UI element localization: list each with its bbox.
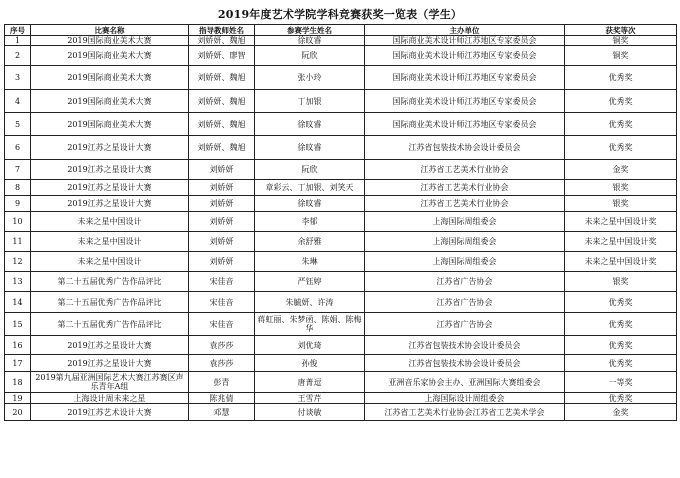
- header-competition: 比赛名称: [31, 25, 189, 36]
- cell-teacher: 刘娇妍、廖智: [189, 46, 255, 66]
- cell-competition: 2019江苏之星设计大赛: [31, 336, 189, 355]
- cell-award: 优秀奖: [565, 90, 677, 113]
- table-header: [5, 25, 677, 36]
- table-row: [5, 252, 677, 272]
- cell-student: 朱毓妍、许涛: [255, 292, 365, 313]
- cell-no: 16: [5, 336, 31, 355]
- cell-organizer: 国际商业美术设计师江苏地区专家委员会: [365, 66, 565, 90]
- cell-award: 金奖: [565, 160, 677, 180]
- cell-no: 14: [5, 292, 31, 313]
- cell-award: 优秀奖: [565, 313, 677, 336]
- cell-award: 铜奖: [565, 36, 677, 46]
- cell-award: 银奖: [565, 196, 677, 212]
- cell-no: 9: [5, 196, 31, 212]
- table-row: [5, 36, 677, 46]
- table-row: [5, 313, 677, 336]
- cell-award: 银奖: [565, 180, 677, 196]
- cell-teacher: 刘娇妍: [189, 212, 255, 232]
- cell-competition: 2019江苏之星设计大赛: [31, 136, 189, 160]
- table-row: [5, 292, 677, 313]
- cell-student: 阮欣: [255, 160, 365, 180]
- cell-competition: 2019江苏之星设计大赛: [31, 160, 189, 180]
- cell-competition: 上海设计周未来之星: [31, 393, 189, 404]
- table-row: [5, 393, 677, 404]
- cell-organizer: 江苏省包装技术协会设计委员会: [365, 336, 565, 355]
- table-row: [5, 232, 677, 252]
- table-row: [5, 404, 677, 421]
- cell-teacher: 宋佳音: [189, 272, 255, 292]
- awards-table: [4, 24, 677, 421]
- cell-teacher: 邓慧: [189, 404, 255, 421]
- cell-organizer: 江苏省工艺美术行业协会: [365, 196, 565, 212]
- cell-competition: 第二十五届优秀广告作品评比: [31, 313, 189, 336]
- table-row: [5, 196, 677, 212]
- cell-competition: 2019江苏之星设计大赛: [31, 196, 189, 212]
- cell-no: 15: [5, 313, 31, 336]
- cell-competition: 2019国际商业美术大赛: [31, 46, 189, 66]
- header-organizer: 主办单位: [365, 25, 565, 36]
- cell-organizer: 国际商业美术设计师江苏地区专家委员会: [365, 46, 565, 66]
- cell-organizer: 国际商业美术设计师江苏地区专家委员会: [365, 36, 565, 46]
- table-row: [5, 180, 677, 196]
- table-row: [5, 66, 677, 90]
- table-row: [5, 160, 677, 180]
- cell-organizer: 江苏省广告协会: [365, 313, 565, 336]
- table-row: [5, 355, 677, 372]
- cell-award: 银奖: [565, 272, 677, 292]
- cell-organizer: 江苏省广告协会: [365, 272, 565, 292]
- header-no: 序号: [5, 25, 31, 36]
- cell-student: 朱琳: [255, 252, 365, 272]
- cell-organizer: 江苏省工艺美术行业协会: [365, 160, 565, 180]
- cell-organizer: 江苏省包装技术协会设计委员会: [365, 136, 565, 160]
- cell-competition: 2019第九届亚洲国际艺术大赛江苏赛区声乐青年A组: [31, 372, 189, 393]
- cell-teacher: 彭青: [189, 372, 255, 393]
- cell-competition: 第二十五届优秀广告作品评比: [31, 292, 189, 313]
- cell-award: 未来之星中国设计奖: [565, 232, 677, 252]
- table-body: [5, 36, 677, 421]
- header-award: 获奖等次: [565, 25, 677, 36]
- cell-no: 20: [5, 404, 31, 421]
- cell-award: 优秀奖: [565, 292, 677, 313]
- cell-teacher: 宋佳音: [189, 292, 255, 313]
- cell-organizer: 江苏省广告协会: [365, 292, 565, 313]
- cell-student: 王雪芹: [255, 393, 365, 404]
- cell-competition: 未来之星中国设计: [31, 212, 189, 232]
- table-row: [5, 90, 677, 113]
- cell-teacher: 刘娇妍: [189, 252, 255, 272]
- cell-organizer: 江苏省工艺美术行业协会: [365, 180, 565, 196]
- table-row: [5, 372, 677, 393]
- cell-no: 5: [5, 113, 31, 136]
- cell-no: 8: [5, 180, 31, 196]
- page-title: 2019年度艺术学院学科竞赛获奖一览表（学生）: [217, 8, 463, 21]
- cell-student: 付谈敏: [255, 404, 365, 421]
- cell-award: 铜奖: [565, 46, 677, 66]
- cell-organizer: 江苏省工艺美术行业协会江苏省工艺美术学会: [365, 404, 565, 421]
- table-row: [5, 113, 677, 136]
- cell-student: 章彩云、丁加银、刘笑天: [255, 180, 365, 196]
- cell-no: 17: [5, 355, 31, 372]
- cell-student: 唐菁逗: [255, 372, 365, 393]
- cell-competition: 2019国际商业美术大赛: [31, 90, 189, 113]
- cell-student: 余舒雅: [255, 232, 365, 252]
- cell-student: 徐旼睿: [255, 136, 365, 160]
- cell-competition: 未来之星中国设计: [31, 252, 189, 272]
- table-row: [5, 336, 677, 355]
- cell-award: 优秀奖: [565, 355, 677, 372]
- cell-student: 阮欣: [255, 46, 365, 66]
- cell-teacher: 宋佳音: [189, 313, 255, 336]
- table-row: [5, 272, 677, 292]
- cell-award: 优秀奖: [565, 136, 677, 160]
- cell-award: 未来之星中国设计奖: [565, 212, 677, 232]
- cell-student: 李郁: [255, 212, 365, 232]
- table-row: [5, 212, 677, 232]
- cell-competition: 2019国际商业美术大赛: [31, 113, 189, 136]
- cell-no: 3: [5, 66, 31, 90]
- cell-organizer: 江苏省包装技术协会设计委员会: [365, 355, 565, 372]
- cell-no: 6: [5, 136, 31, 160]
- cell-no: 10: [5, 212, 31, 232]
- cell-organizer: 上海国际周组委会: [365, 252, 565, 272]
- cell-student: 丁加银: [255, 90, 365, 113]
- cell-teacher: 刘娇妍、魏旭: [189, 113, 255, 136]
- cell-teacher: 袁莎莎: [189, 336, 255, 355]
- cell-competition: 2019江苏之星设计大赛: [31, 180, 189, 196]
- cell-no: 2: [5, 46, 31, 66]
- cell-no: 13: [5, 272, 31, 292]
- cell-teacher: 陈兆倩: [189, 393, 255, 404]
- header-student: 参赛学生姓名: [255, 25, 365, 36]
- cell-organizer: 亚洲音乐家协会主办、亚洲国际大赛组委会: [365, 372, 565, 393]
- cell-organizer: 上海国际周组委会: [365, 212, 565, 232]
- cell-teacher: 刘娇妍: [189, 196, 255, 212]
- cell-organizer: 上海国际设计周组委会: [365, 393, 565, 404]
- cell-no: 11: [5, 232, 31, 252]
- cell-student: 蒋虹丽、朱梦函、陈娟、陈梅华: [255, 313, 365, 336]
- cell-teacher: 刘娇妍、魏旭: [189, 90, 255, 113]
- header-row: [5, 25, 677, 36]
- cell-no: 19: [5, 393, 31, 404]
- cell-student: 严钰婷: [255, 272, 365, 292]
- cell-student: 孙俊: [255, 355, 365, 372]
- cell-teacher: 刘娇妍: [189, 160, 255, 180]
- cell-no: 1: [5, 36, 31, 46]
- cell-student: 徐旼睿: [255, 196, 365, 212]
- cell-student: 徐旼睿: [255, 113, 365, 136]
- cell-competition: 2019江苏艺术设计大赛: [31, 404, 189, 421]
- cell-student: 徐旼睿: [255, 36, 365, 46]
- cell-teacher: 刘娇妍: [189, 232, 255, 252]
- cell-no: 18: [5, 372, 31, 393]
- cell-award: 优秀奖: [565, 113, 677, 136]
- table-row: [5, 136, 677, 160]
- cell-no: 12: [5, 252, 31, 272]
- cell-organizer: 上海国际周组委会: [365, 232, 565, 252]
- cell-competition: 2019国际商业美术大赛: [31, 36, 189, 46]
- cell-student: 张小玲: [255, 66, 365, 90]
- cell-award: 优秀奖: [565, 393, 677, 404]
- cell-award: 优秀奖: [565, 66, 677, 90]
- cell-teacher: 刘娇妍: [189, 180, 255, 196]
- cell-no: 4: [5, 90, 31, 113]
- cell-organizer: 国际商业美术设计师江苏地区专家委员会: [365, 113, 565, 136]
- cell-teacher: 刘娇妍、魏旭: [189, 66, 255, 90]
- cell-no: 7: [5, 160, 31, 180]
- cell-award: 一等奖: [565, 372, 677, 393]
- cell-award: 优秀奖: [565, 336, 677, 355]
- header-teacher: 指导教师姓名: [189, 25, 255, 36]
- cell-competition: 未来之星中国设计: [31, 232, 189, 252]
- cell-award: 未来之星中国设计奖: [565, 252, 677, 272]
- cell-teacher: 袁莎莎: [189, 355, 255, 372]
- table-row: [5, 46, 677, 66]
- cell-organizer: 国际商业美术设计师江苏地区专家委员会: [365, 90, 565, 113]
- cell-award: 金奖: [565, 404, 677, 421]
- cell-student: 刘优琦: [255, 336, 365, 355]
- cell-teacher: 刘娇妍、魏旭: [189, 36, 255, 46]
- cell-teacher: 刘娇妍、魏旭: [189, 136, 255, 160]
- cell-competition: 2019江苏之星设计大赛: [31, 355, 189, 372]
- cell-competition: 2019国际商业美术大赛: [31, 66, 189, 90]
- cell-competition: 第二十五届优秀广告作品评比: [31, 272, 189, 292]
